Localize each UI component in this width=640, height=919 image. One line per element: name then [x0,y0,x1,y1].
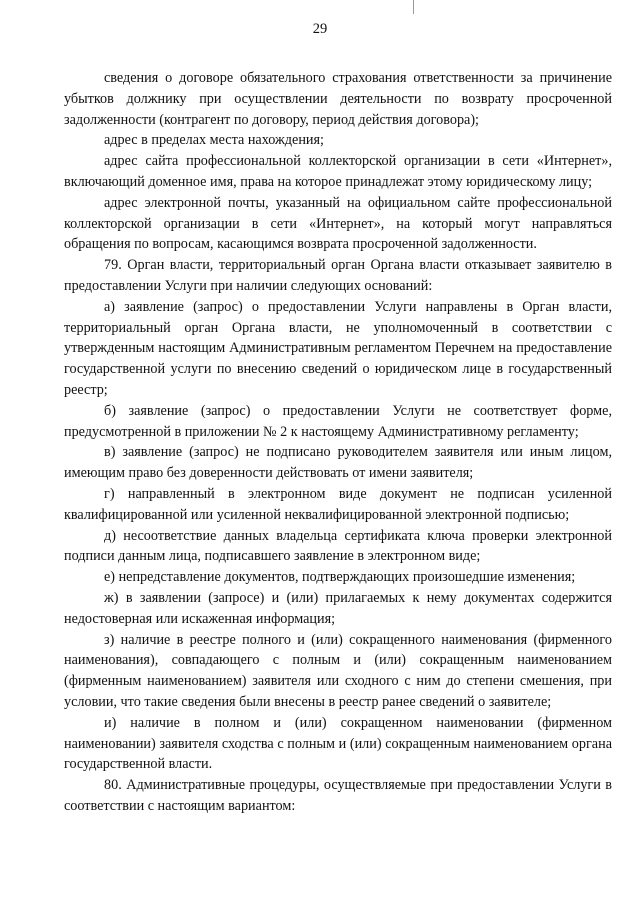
paragraph-insurance-contract: сведения о договоре обязательного страхования ответственности за причинение убытков должнику при осуществлении деятельности по возврату просроченной задолженности (контрагент по договору, период действия договора); [64,70,612,128]
paragraph-80-procedures: 80. Административные процедуры, осуществляемые при предоставлении Услуги в соответствии с настоящим вариантом: [64,777,612,814]
list-item-z: з) наличие в реестре полного и (или) сокращенного наименования (фирменного наименования), совпадающего с полным и (или) сокращенным наименованием (фирменным наименованием) заявителя или сходного с ним до степени смешения, при условии, что такие сведения были внесены в реестр ранее сведений о заявителе; [64,631,612,710]
list-item-i: и) наличие в полном и (или) сокращенном наименовании (фирменном наименовании) заявителя сходства с полным и (или) сокращенным наименованием органа государственной власти. [64,714,612,773]
list-item-b: б) заявление (запрос) о предоставлении Услуги не соответствует форме, предусмотренной в приложении № 2 к настоящему Административному регламенту; [64,402,612,440]
list-item-g: г) направленный в электронном виде документ не подписан усиленной квалифицированной или усиленной неквалифицированной электронной подписью; [64,485,612,523]
scan-mark [413,0,414,14]
document-body [64,68,612,817]
paragraph-address: адрес в пределах места нахождения; [104,132,324,149]
list-item-d: д) несоответствие данных владельца сертификата ключа проверки электронной подписи данным лица, подписавшего заявление в электронном виде; [64,527,612,565]
paragraph-79-refusal-grounds: 79. Орган власти, территориальный орган Органа власти отказывает заявителю в предоставлении Услуги при наличии следующих оснований: [64,257,612,294]
list-item-zh: ж) в заявлении (запросе) и (или) прилагаемых к нему документах содержится недостоверная или искаженная информация; [64,589,612,627]
list-item-v: в) заявление (запрос) не подписано руководителем заявителя или иным лицом, имеющим право без доверенности действовать от имени заявителя; [64,444,612,482]
paragraph-website: адрес сайта профессиональной коллекторской организации в сети «Интернет», включающий доменное имя, права на которое принадлежат этому юридическому лицу; [64,153,612,190]
list-item-e: е) непредставление документов, подтверждающих произошедшие изменения; [104,569,576,586]
page-number: 29 [312,21,328,37]
list-item-a: а) заявление (запрос) о предоставлении Услуги направлены в Орган власти, территориальный орган Органа власти, не уполномоченный в соответствии с утвержденным настоящим Административным регламентом Перечнем на предоставление государственной услуги по внесению сведений о юридическом лице в государственный реестр; [64,298,612,398]
paragraph-email: адрес электронной почты, указанный на официальном сайте профессиональной коллекторской организации в сети «Интернет», на который могут направляться обращения по вопросам, касающимся возврата просроченной задолженности. [64,194,612,253]
